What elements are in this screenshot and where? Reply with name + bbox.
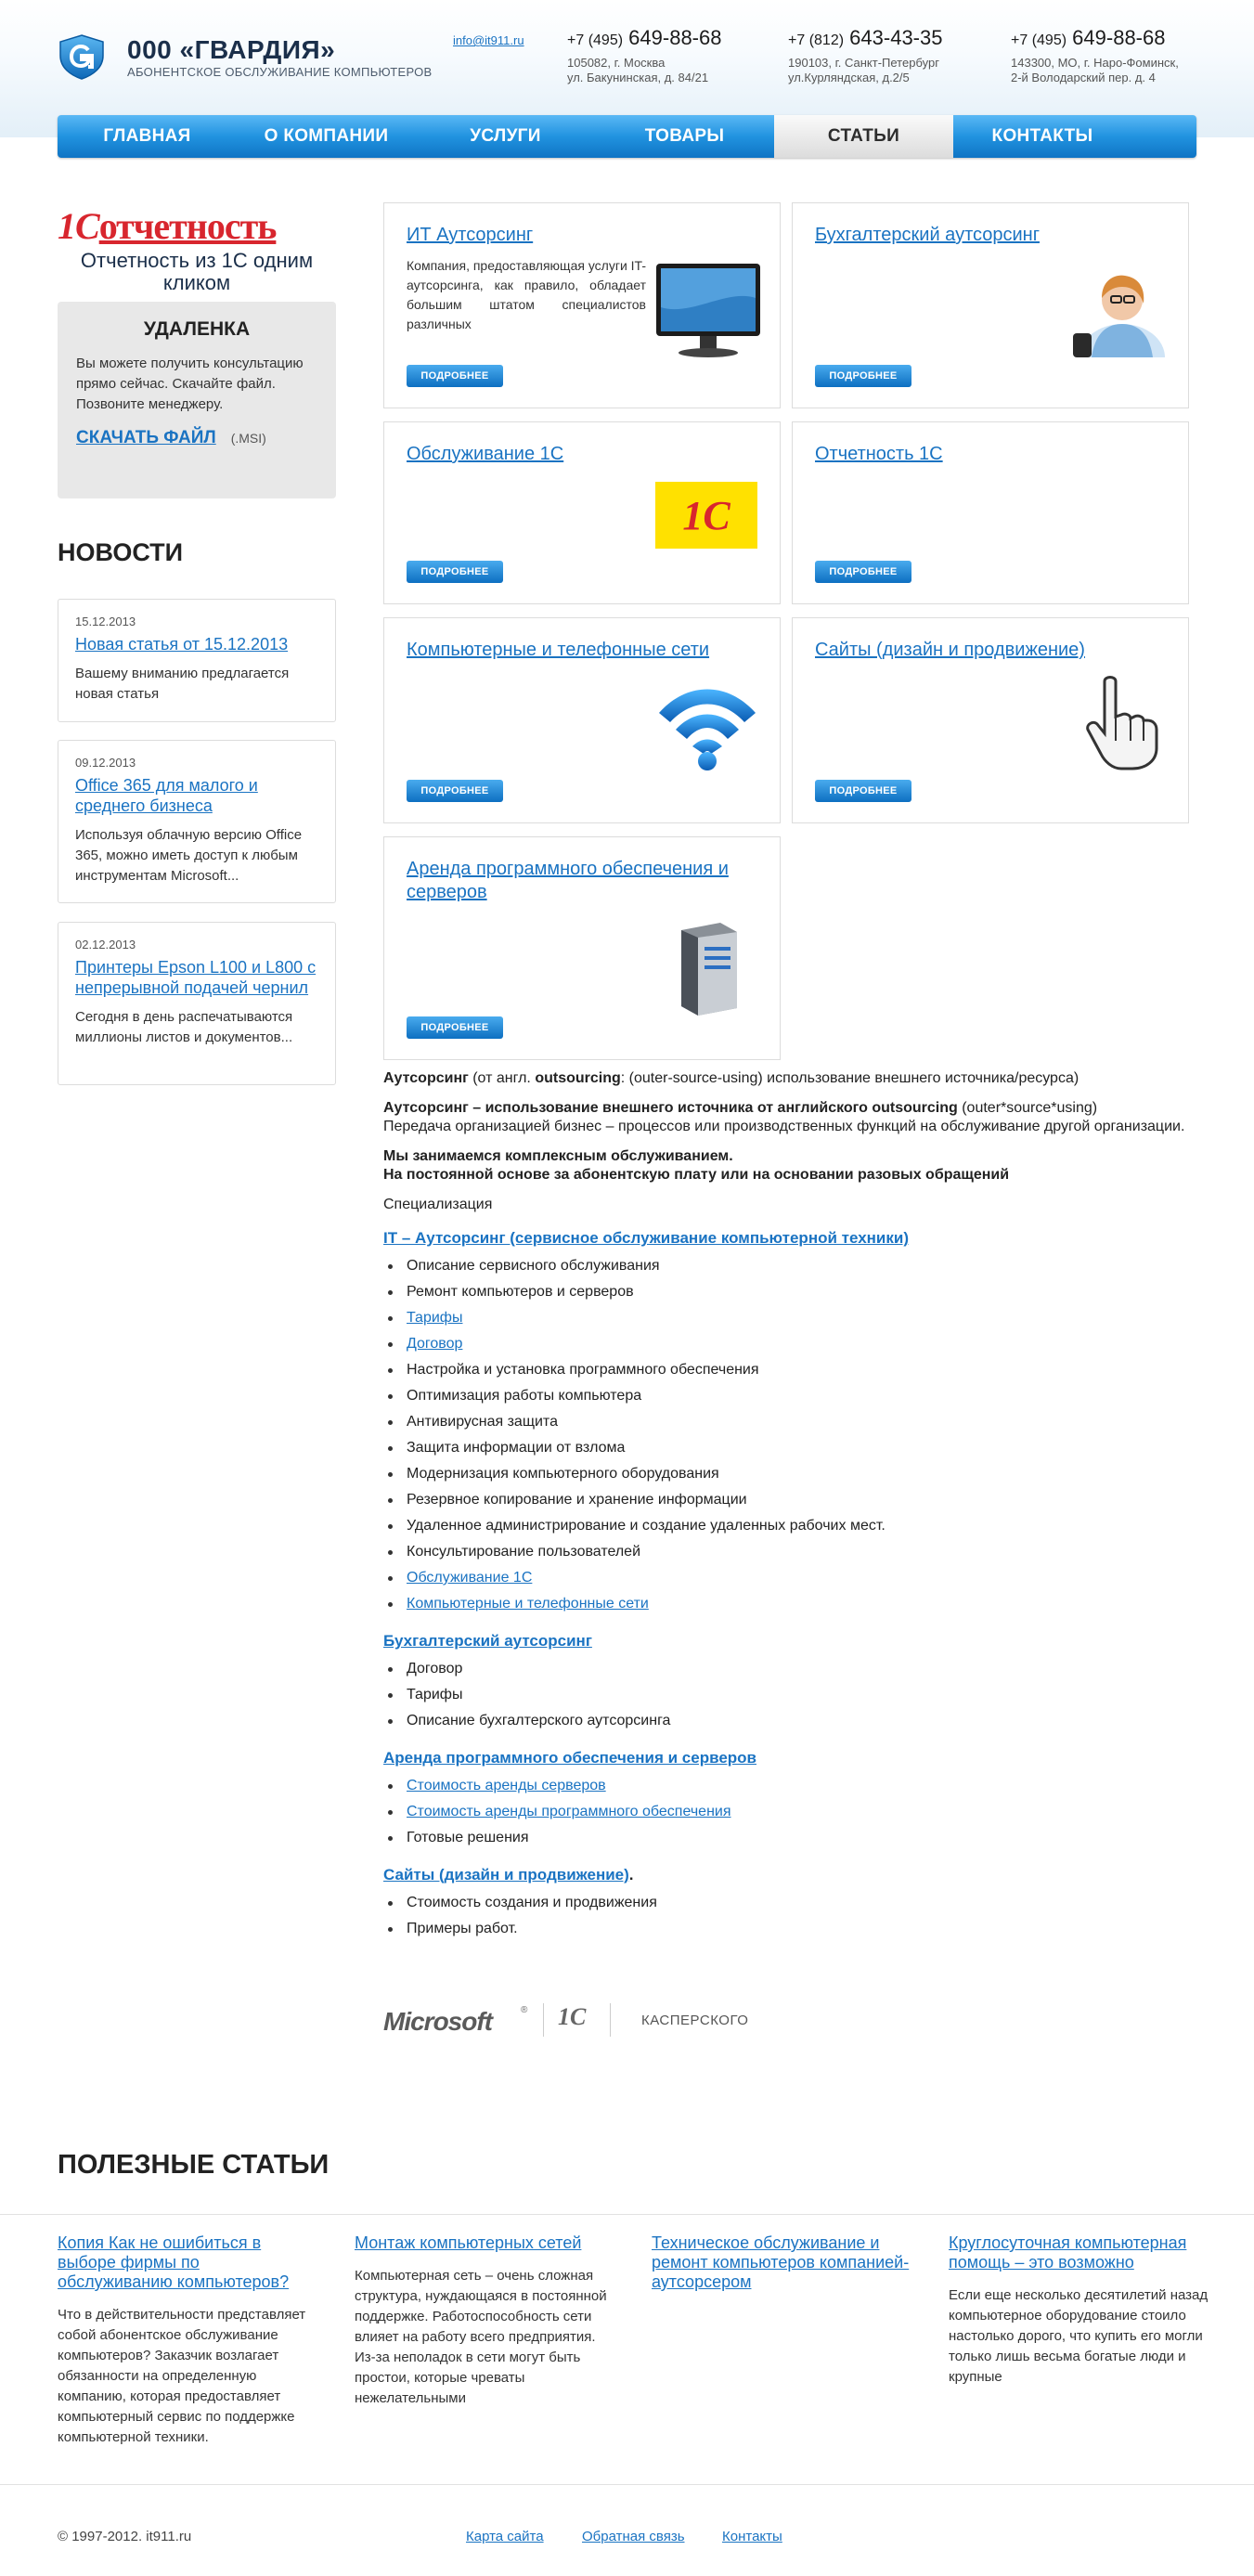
brand-name: 000 «ГВАРДИЯ» xyxy=(127,35,336,64)
onec-logo xyxy=(655,482,757,549)
email-link[interactable]: info@it911.ru xyxy=(453,33,524,47)
news-title-link[interactable]: Принтеры Epson L100 и L800 с непрерывной подачей чернил xyxy=(75,958,317,997)
list-item: Настройка и установка программного обеспечения xyxy=(383,1357,1196,1383)
list-item: Стоимость создания и продвижения xyxy=(383,1890,1196,1916)
complex-service-text: Мы занимаемся комплексным обслуживанием. xyxy=(383,1148,733,1164)
phone-block-moscow xyxy=(567,26,771,85)
main-nav xyxy=(58,115,1196,158)
nav-item-articles[interactable]: СТАТЬИ xyxy=(774,115,953,158)
article-excerpt: Что в действительности представляет собой абонентское обслуживание компьютеров? Заказчик возлагает обязанности на определенную компанию, которая предоставляет компьютерный сервис по поддержке компьютерной техники. xyxy=(58,2307,306,2445)
news-title-link[interactable]: Новая статья от 15.12.2013 xyxy=(75,635,289,654)
service-tile-it-outsourcing xyxy=(383,202,781,408)
divider xyxy=(543,2003,544,2037)
news-date: 02.12.2013 xyxy=(75,938,136,951)
phone-code: +7 (495) xyxy=(1011,32,1067,48)
banner-title: отчетность xyxy=(98,205,277,247)
contract-link[interactable]: Договор xyxy=(407,1336,463,1352)
list-item: Описание бухгалтерского аутсорсинга xyxy=(383,1708,1196,1734)
kaspersky-logo: КАСПЕРСКОГО xyxy=(641,2013,749,2028)
address-line: 143300, МО, г. Наро-Фоминск, xyxy=(1011,56,1179,70)
nav-item-about[interactable]: О КОМПАНИИ xyxy=(264,126,389,146)
intro-paragraph: Аутсорсинг (от англ. outsourcing: (outer-source-using) использование внешнего источника/ресурса) xyxy=(383,1070,1079,1086)
list-item: Готовые решения xyxy=(383,1825,1196,1851)
footer-link-sitemap[interactable]: Карта сайта xyxy=(466,2529,544,2544)
phone-number: 643-43-35 xyxy=(849,26,943,49)
news-excerpt: Сегодня в день распечатываются миллионы листов и документов... xyxy=(75,1009,293,1045)
tile-title-link[interactable]: Аренда программного обеспечения и серверов xyxy=(407,859,729,902)
list-item xyxy=(383,1565,1196,1591)
file-extension: (.MSI) xyxy=(230,431,266,446)
tile-title-link[interactable]: Компьютерные и телефонные сети xyxy=(407,640,710,660)
news-card xyxy=(58,740,336,903)
onec-reporting-banner[interactable] xyxy=(58,204,336,294)
tile-description: Компания, предоставляющая услуги IT-аутсорсинга, как правило, обладает большим штатом специалистов различных xyxy=(407,258,646,331)
more-button[interactable]: ПОДРОБНЕЕ xyxy=(407,561,503,583)
service-tile-networks xyxy=(383,617,781,823)
list-item: Защита информации от взлома xyxy=(383,1435,1196,1461)
article-excerpt: Компьютерная сеть – очень сложная структура, нуждающаяся в постоянной поддержке. Работоспособность сети влияет на работу всего предприятия. Из-за неполадок в сети могут быть простои, которые чреваты нежелательными xyxy=(355,2268,607,2406)
hand-pointer-icon xyxy=(1080,674,1170,772)
onec-service-link[interactable]: Обслуживание 1С xyxy=(407,1570,533,1586)
list-item: Оптимизация работы компьютера xyxy=(383,1383,1196,1409)
footer-link-contacts[interactable]: Контакты xyxy=(722,2529,782,2544)
definition-text: Передача организацией бизнес – процессов или производственных функций на обслуживание другой организации. xyxy=(383,1119,1185,1134)
article-card xyxy=(949,2233,1209,2388)
copyright: © 1997-2012. it911.ru xyxy=(58,2529,192,2544)
address-line: 190103, г. Санкт-Петербург xyxy=(788,56,939,70)
onec-logo-text: 1С xyxy=(58,205,99,247)
nav-item-contacts[interactable]: КОНТАКТЫ xyxy=(991,126,1093,146)
tariffs-link[interactable]: Тарифы xyxy=(407,1310,463,1326)
list-item: Антивирусная защита xyxy=(383,1409,1196,1435)
list-item: Примеры работ. xyxy=(383,1916,1196,1942)
news-excerpt: Используя облачную версию Office 365, можно иметь доступ к любым инструментам Microsoft... xyxy=(75,827,303,884)
news-heading: НОВОСТИ xyxy=(58,538,184,566)
brand-subtitle: АБОНЕНТСКОЕ ОБСЛУЖИВАНИЕ КОМПЬЮТЕРОВ xyxy=(127,65,433,79)
more-button[interactable]: ПОДРОБНЕЕ xyxy=(815,780,911,802)
websites-list xyxy=(383,1890,1196,1942)
phone-code: +7 (812) xyxy=(788,32,845,48)
article-title-link[interactable]: Монтаж компьютерных сетей xyxy=(355,2233,582,2252)
phone-block-spb xyxy=(788,26,992,85)
list-item xyxy=(383,1773,1196,1799)
article-card xyxy=(355,2233,614,2409)
specialization-label: Специализация xyxy=(383,1197,493,1212)
remote-text: Вы можете получить консультацию прямо сейчас. Скачайте файл. Позвоните менеджеру. xyxy=(76,356,304,412)
nav-item-services[interactable]: УСЛУГИ xyxy=(470,126,541,146)
divider xyxy=(610,2003,611,2037)
article-card xyxy=(652,2233,911,2305)
more-button[interactable]: ПОДРОБНЕЕ xyxy=(815,561,911,583)
address-line: 105082, г. Москва xyxy=(567,56,666,70)
subscription-text: На постоянной основе за абонентскую плату или на основании разовых обращений xyxy=(383,1167,1010,1183)
list-item xyxy=(383,1331,1196,1357)
list-item: Тарифы xyxy=(383,1682,1196,1708)
news-date: 15.12.2013 xyxy=(75,615,136,628)
news-date: 09.12.2013 xyxy=(75,756,136,770)
tile-title-link[interactable]: Отчетность 1С xyxy=(815,444,943,464)
article-excerpt: Если еще несколько десятилетий назад компьютерное оборудование стоило настолько дорого, что купить его могли только лишь весьма богатые люди и крупные xyxy=(949,2287,1209,2385)
news-title-link[interactable]: Office 365 для малого и среднего бизнеса xyxy=(75,776,258,815)
more-button[interactable]: ПОДРОБНЕЕ xyxy=(407,780,503,802)
nav-item-products[interactable]: ТОВАРЫ xyxy=(644,126,725,146)
more-button[interactable]: ПОДРОБНЕЕ xyxy=(407,365,503,387)
list-item: Модернизация компьютерного оборудования xyxy=(383,1461,1196,1487)
list-item: Консультирование пользователей xyxy=(383,1539,1196,1565)
networks-link[interactable]: Компьютерные и телефонные сети xyxy=(407,1596,649,1612)
section-link-rental[interactable]: Аренда программного обеспечения и серверов xyxy=(383,1749,756,1767)
phone-code: +7 (495) xyxy=(567,32,624,48)
more-button[interactable]: ПОДРОБНЕЕ xyxy=(815,365,911,387)
news-excerpt: Вашему вниманию предлагается новая статья xyxy=(75,666,290,702)
wifi-icon xyxy=(653,676,761,772)
section-link-it-outsourcing[interactable]: IT – Аутсорсинг (сервисное обслуживание компьютерной техники) xyxy=(383,1229,909,1247)
news-card xyxy=(58,922,336,1085)
remote-heading: УДАЛЕНКА xyxy=(143,318,251,340)
list-item: Ремонт компьютеров и серверов xyxy=(383,1279,1196,1305)
list-item: Договор xyxy=(383,1656,1196,1682)
monitor-icon xyxy=(653,261,763,359)
service-tile-1c-service xyxy=(383,421,781,604)
tile-title-link[interactable]: ИТ Аутсорсинг xyxy=(407,225,534,245)
more-button[interactable]: ПОДРОБНЕЕ xyxy=(407,1016,503,1039)
partner-logos xyxy=(383,1998,773,2044)
list-item xyxy=(383,1305,1196,1331)
list-item xyxy=(383,1799,1196,1825)
tile-title-link[interactable]: Обслуживание 1С xyxy=(407,444,564,464)
tile-title-link[interactable]: Бухгалтерский аутсорсинг xyxy=(815,225,1040,245)
article-card xyxy=(58,2233,317,2448)
phone-block-naro-fominsk xyxy=(1011,26,1215,85)
software-rental-link[interactable]: Стоимость аренды программного обеспечения xyxy=(407,1804,731,1819)
address-line: 2-й Володарский пер. д. 4 xyxy=(1011,71,1156,84)
list-item xyxy=(383,1591,1196,1617)
remote-support-box xyxy=(58,302,336,498)
shield-logo-icon[interactable] xyxy=(58,33,106,80)
definition-paragraph: Аутсорсинг – использование внешнего источника от английского outsourcing (outer*source*using) xyxy=(383,1100,1098,1116)
service-tile-websites xyxy=(792,617,1189,823)
phone-number: 649-88-68 xyxy=(628,26,722,49)
server-icon xyxy=(663,919,756,1017)
nav-item-home[interactable]: ГЛАВНАЯ xyxy=(103,126,191,146)
rental-list xyxy=(383,1773,1196,1851)
operator-woman-icon xyxy=(1071,259,1173,357)
list-item: Описание сервисного обслуживания xyxy=(383,1253,1196,1279)
microsoft-logo: Microsoft xyxy=(383,2007,492,2036)
service-tile-1c-reporting xyxy=(792,421,1189,604)
article-title-link[interactable]: Круглосуточная компьютерная помощь – это возможно xyxy=(949,2233,1187,2272)
tile-title-link[interactable]: Сайты (дизайн и продвижение) xyxy=(815,640,1085,660)
address-line: ул. Бакунинская, д. 84/21 xyxy=(567,71,709,84)
divider xyxy=(0,2484,1254,2485)
service-tile-accounting-outsourcing xyxy=(792,202,1189,408)
section-link-websites[interactable]: Сайты (дизайн и продвижение) xyxy=(383,1866,629,1883)
service-tile-software-rental xyxy=(383,836,781,1060)
registered-mark: ® xyxy=(521,2005,528,2015)
article-title-link[interactable]: Копия Как не ошибиться в выборе фирмы по обслуживанию компьютеров? xyxy=(58,2233,290,2291)
server-rental-link[interactable]: Стоимость аренды серверов xyxy=(407,1778,606,1793)
list-item: Удаленное администрирование и создание удаленных рабочих мест. xyxy=(383,1513,1196,1539)
main-content: Аутсорсинг (от англ. outsourcing: (outer-source-using) использование внешнего источника/ресурса) Аутсорсинг – использование внешнего источника от английского outsourcing (outer*source*using) Передача организацией бизнес – процессов или производственных функций на обслуживание другой организации. Мы занимаемся комплексным обслуживанием. На постоянной основе за абонентскую плату или на основании разовых обращений Специализация IT – Аутсорсинг (сервисное обслуживание компьютерной техники) Описание сервисного обслуживания Ремонт компьютеров и серверов Тарифы Договор Настройка и установка программного обеспечения Оптимизация работы компьютера Антивирусная защита Защита информации от взлома Модернизация компьютерного оборудования Резервное копирование и хранение информации Удаленное администрирование и создание удаленных рабочих мест. Консультирование пользователей Обслуживание 1С Компьютерные и телефонные сети Бухгалтерский аутсорсинг Договор Тарифы Описание бухгалтерского аутсорсинга Аренда программного обеспечения и серверов Стоимость аренды серверов Стоимость аренды программного обеспечения Готовые решения Сайты (дизайн и продвижение). Стоимость создания и продвижения Примеры работ. xyxy=(383,1069,1196,1942)
article-title-link[interactable]: Техническое обслуживание и ремонт компьютеров компанией-аутсорсером xyxy=(652,2233,910,2291)
divider xyxy=(0,2214,1254,2215)
onec-partner-logo: 1С xyxy=(558,2003,587,2030)
address-line: ул.Курляндская, д.2/5 xyxy=(788,71,910,84)
it-outsourcing-list xyxy=(383,1253,1196,1617)
footer-link-feedback[interactable]: Обратная связь xyxy=(582,2529,685,2544)
accounting-list xyxy=(383,1656,1196,1734)
news-card xyxy=(58,599,336,722)
section-link-accounting[interactable]: Бухгалтерский аутсорсинг xyxy=(383,1632,592,1650)
phone-number: 649-88-68 xyxy=(1072,26,1166,49)
useful-articles-heading: ПОЛЕЗНЫЕ СТАТЬИ xyxy=(58,2150,330,2180)
banner-subtitle: Отчетность из 1С одним кликом xyxy=(80,249,314,294)
list-item: Резервное копирование и хранение информации xyxy=(383,1487,1196,1513)
onec-logo-text: 1С xyxy=(682,492,730,538)
download-file-link[interactable]: СКАЧАТЬ ФАЙЛ xyxy=(76,428,216,447)
